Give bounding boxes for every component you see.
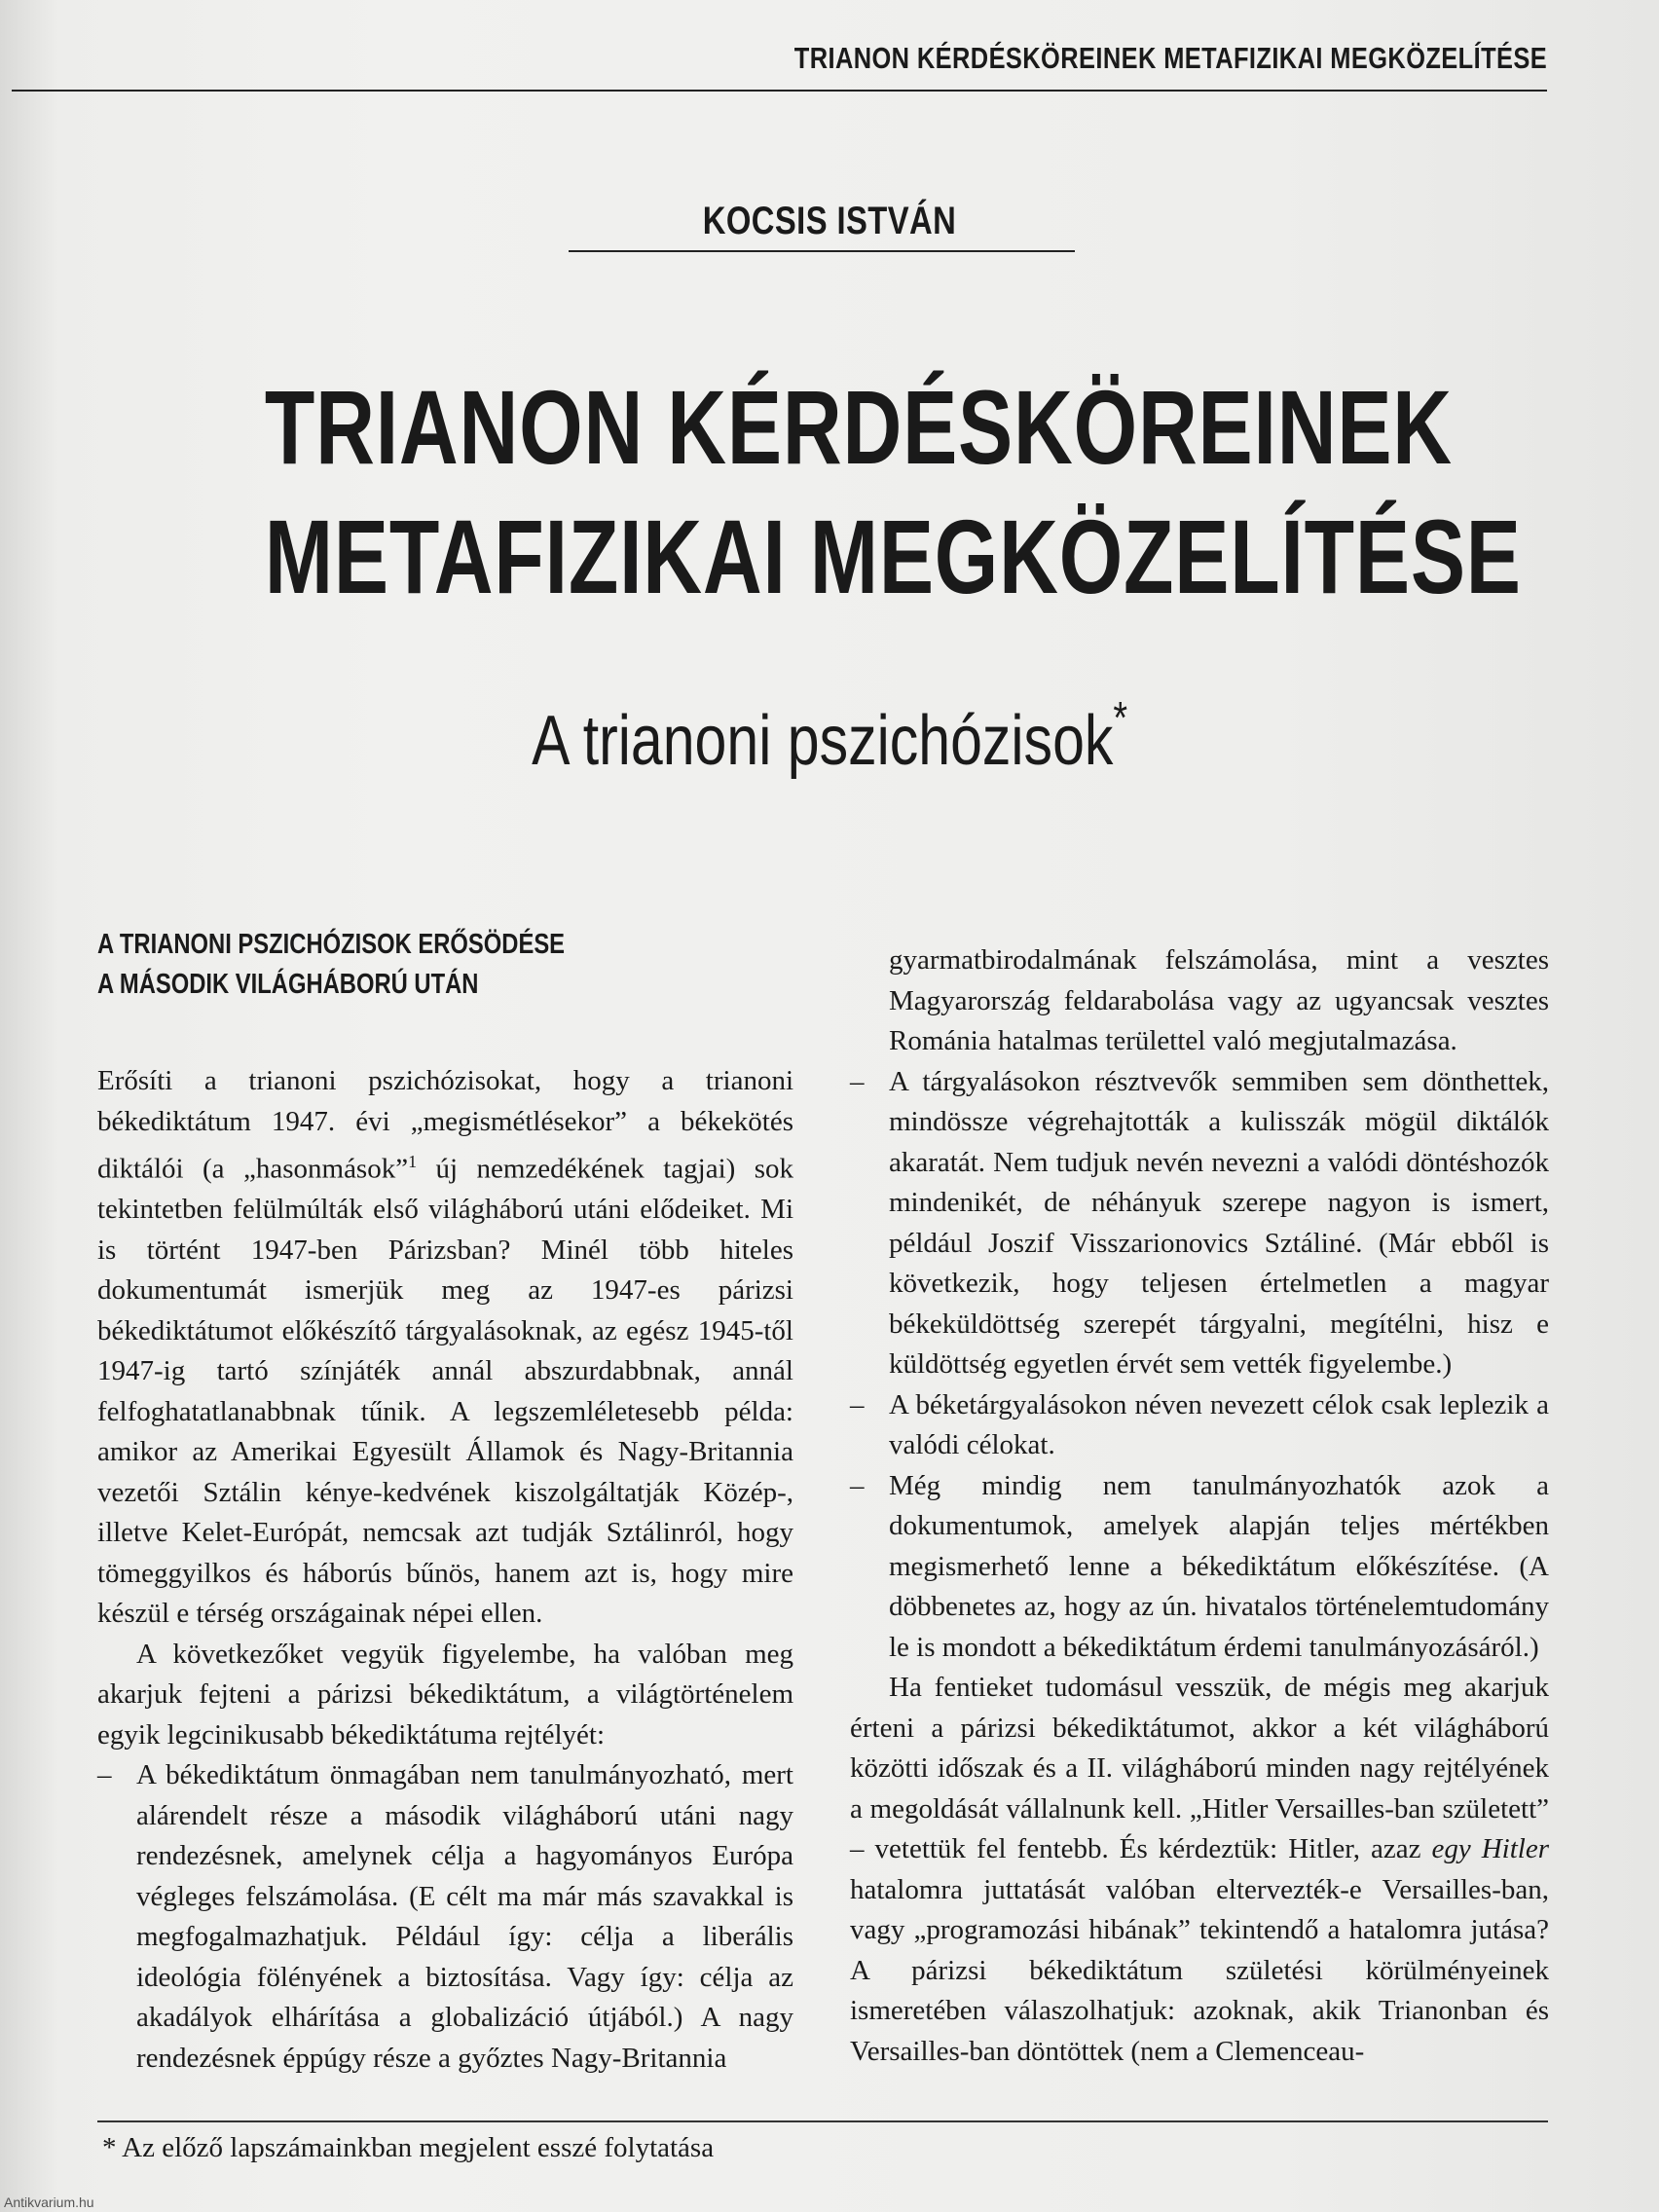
list-item-1-continued-text: gyarmatbirodalmának felszámolása, mint a vesztes Magyarország feldarabolása vagy az ugyancsak vesztes Románia hatalmas területtel való megjutalmazása. (889, 944, 1549, 1056)
subtitle-footnote-mark: * (1113, 692, 1127, 743)
section-heading-line-1: A TRIANONI PSZICHÓZISOK ERŐSÖDÉSE (97, 929, 566, 960)
paragraph-1-text-a: Erősíti a trianoni pszichózisokat, hogy a trianoni békediktátum 1947. évi „megismétlésekor” a békekötés diktálói (a „hasonmások” (97, 1065, 793, 1185)
article-subtitle (0, 692, 1659, 781)
list-item-1 (97, 1755, 793, 2079)
running-head: TRIANON KÉRDÉSKÖREINEK METAFIZIKAI MEGKÖZELÍTÉSE (793, 41, 1547, 75)
paragraph-3-text-a: Ha fentieket tudomásul vesszük, de mégis meg akarjuk érteni a párizsi békediktátumot, akkor a két világháború közötti időszak és a II. világháború minden nagy rejtélyének a megoldását vállalnunk kell. „Hitler Versailles-ban született” – vetettük fel fentebb. És kérdeztük: Hitler, azaz (850, 1672, 1549, 1864)
list-item-1-text: A békediktátum önmagában nem tanulmányozható, mert alárendelt része a második világháború utáni nagy rendezésnek, amelynek célja a hagyományos Európa végleges felszámolása. (E célt ma már más szavakkal is megfogalmazhatjuk. Például így: célja a liberális ideológia fölényének a biztosítása. Vagy így: célja az akadályok elhárítása a globalizáció útjából.) A nagy rendezésnek éppúgy része a győztes Nagy-Britannia (136, 1759, 793, 2074)
list-dash: – (850, 1388, 865, 1420)
paragraph-2: A következőket vegyük figyelembe, ha valóban meg akarjuk fejteni a párizsi békediktátum, a világtörténelem egyik legcinikusabb békediktátuma rejtélyét: (97, 1638, 793, 1751)
list-item-4 (850, 1466, 1549, 1669)
list-item-4-text: Még mindig nem tanulmányozhatók azok a dokumentumok, amelyek alapján teljes mértékben megismerhető lenne a békediktátum előkészítése. (A döbbenetes az, hogy az ún. hivatalos történelemtudomány le is mondott a békediktátum érdemi tanulmányozásáról.) (889, 1469, 1549, 1663)
section-heading-line-2: A MÁSODIK VILÁGHÁBORÚ UTÁN (97, 969, 479, 1000)
right-column (850, 940, 1549, 2072)
list-item-3-text: A béketárgyalásokon néven nevezett célok csak leplezik a valódi célokat. (889, 1388, 1549, 1460)
list-item-2-text: A tárgyalásokon résztvevők semmiben sem dönthettek, mindössze végrehajtották a kulisszák mögül diktálók akaratát. Nem tudjuk nevén nevezni a valódi döntéshozók mindenikét, de néhányuk szerepe nagyon is ismert, például Joszif Visszarionovics Sztáliné. (Már ebből is következik, hogy teljesen értelmetlen a magyar békeküldöttség szerepét tárgyalni, megítélni, hisz e küldöttség egyetlen érvét sem vették figyelembe.) (889, 1065, 1549, 1380)
article-title (105, 362, 1556, 621)
list-dash: – (97, 1759, 112, 1791)
paragraph-1 (97, 1061, 793, 1635)
list-dash: – (850, 1469, 865, 1501)
list-item-3 (850, 1385, 1549, 1466)
section-heading (97, 925, 565, 1005)
title-line-1: TRIANON KÉRDÉSKÖREINEK (264, 368, 1453, 486)
title-line-2: METAFIZIKAI MEGKÖZELÍTÉSE (264, 498, 1522, 615)
paragraph-3-text-b: hatalomra juttatását valóban eltervezték-e Versailles-ban, vagy „programozási hibának” tekintendő a hatalomra jutása? A párizsi békediktátum születési körülményeinek ismeretében válaszolhatjuk: azoknak, akik Trianonban és Versailles-ban döntöttek (nem a Clemenceau- (850, 1873, 1549, 2067)
footnote: * Az előző lapszámainkban megjelent esszé folytatása (102, 2132, 715, 2163)
list-item-1-continued (850, 940, 1549, 1062)
author-rule (569, 250, 1075, 252)
paragraph-3-emphasis: egy Hitler (1431, 1833, 1550, 1864)
header-rule (12, 90, 1547, 92)
author-name: KOCSIS ISTVÁN (702, 200, 957, 242)
paragraph-1-text-b: új nemzedékének tagjai) sok tekintetben felülmúlták első világháború utáni elődeiket. Mi is történt 1947-ben Párizsban? Minél több hiteles dokumentumát ismerjük meg az 1947-es párizsi békediktátumot előkészítő tárgyalásoknak, az egész 1945-től 1947-ig tartó színjáték annál abszurdabbnak, annál felfoghatatlanabbnak tűnik. A legszemléletesebb példa: amikor az Amerikai Egyesült Államok és Nagy-Britannia vezetői Sztálin kénye-kedvének kiszolgáltatják Közép-, illetve Kelet-Európát, nemcsak azt tudják Sztálinról, hogy tömeggyilkos és háborús bűnös, hanem azt is, hogy mire készül e térség országainak népei ellen. (97, 1153, 793, 1630)
footnote-rule (97, 2120, 1548, 2122)
list-item-2 (850, 1062, 1549, 1385)
subtitle-text: A trianoni pszichózisok (532, 702, 1114, 780)
paragraph-3 (850, 1668, 1549, 2072)
footnote-ref-1: 1 (408, 1152, 418, 1171)
left-column (97, 1061, 793, 2079)
watermark: Antikvarium.hu (4, 2194, 94, 2210)
list-dash: – (850, 1065, 865, 1097)
